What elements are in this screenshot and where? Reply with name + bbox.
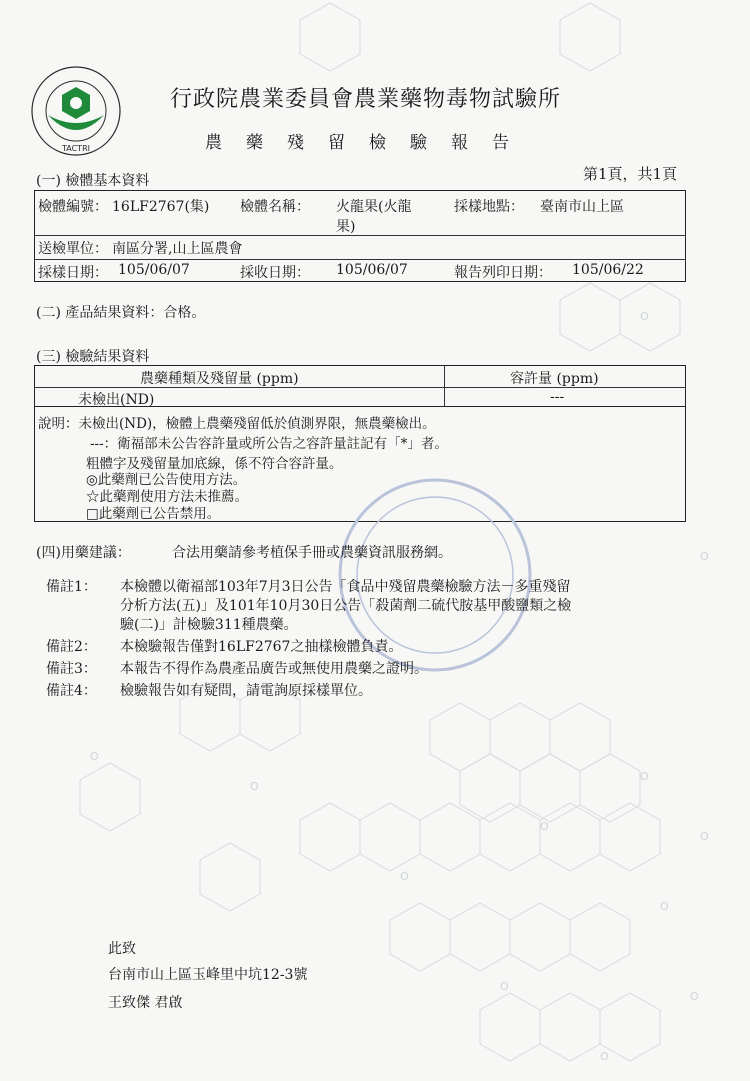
svg-text:O: O	[700, 550, 709, 563]
report-title: 農藥殘留檢驗報告	[205, 133, 533, 153]
remark3-label: 備註3：	[46, 661, 97, 677]
recipient-address: 台南市山上區玉峰里中坑12-3號	[108, 967, 308, 983]
tactri-logo	[30, 65, 122, 157]
receive-date: 105/06/07	[336, 262, 408, 278]
receive-date-label: 採收日期：	[240, 265, 310, 281]
svg-text:O: O	[540, 820, 549, 833]
remark2-text: 本檢驗報告僅對16LF2767之抽樣檢體負責。	[120, 639, 403, 655]
sample-name-label: 檢體名稱：	[240, 199, 310, 215]
result-value: 未檢出(ND)	[78, 392, 155, 408]
remark4-text: 檢驗報告如有疑問，請電詢原採樣單位。	[120, 683, 372, 699]
sample-id-label: 檢體編號：	[38, 199, 108, 215]
note-line1: 說明：未檢出(ND)，檢體上農藥殘留低於偵測界限，無農藥檢出。	[38, 416, 436, 432]
col1-header: 農藥種類及殘留量 (ppm)	[140, 371, 299, 387]
svg-text:O: O	[640, 310, 649, 323]
location-label: 採樣地點：	[454, 199, 524, 215]
svg-text:O: O	[700, 830, 709, 843]
print-date-label: 報告列印日期：	[454, 265, 552, 281]
col2-header: 容許量 (ppm)	[510, 371, 599, 387]
table-divider	[444, 366, 445, 406]
svg-text:O: O	[600, 1050, 609, 1063]
divider	[35, 235, 685, 236]
divider	[35, 259, 685, 260]
recipient-name: 王致傑 君啟	[108, 995, 183, 1011]
location: 臺南市山上區	[540, 199, 624, 215]
section3-title: (三) 檢驗結果資料	[36, 349, 150, 365]
remark1-line1: 本檢體以衛福部103年7月3日公告「食品中殘留農藥檢驗方法－多重殘留	[120, 579, 571, 595]
svg-text:O: O	[500, 980, 509, 993]
unit: 南區分署,山上區農會	[112, 241, 243, 257]
remark3-text: 本報告不得作為農產品廣告或無使用農藥之證明。	[120, 661, 428, 677]
svg-text:O: O	[690, 990, 699, 1003]
svg-text:O: O	[400, 870, 409, 883]
logo-text: TACTRI	[62, 144, 90, 153]
note-line5: ☆此藥劑使用方法未推薦。	[86, 489, 248, 505]
remark2-label: 備註2：	[46, 639, 97, 655]
sample-id: 16LF2767(集)	[112, 199, 210, 215]
sample-name-line2: 果)	[336, 219, 356, 235]
note-line2: ---：衛福部未公告容許量或所公告之容許量註記有「*」者。	[90, 436, 448, 452]
print-date: 105/06/22	[572, 262, 644, 278]
note-line3: 粗體字及殘留量加底線，係不符合容許量。	[86, 456, 343, 472]
closing-salutation: 此致	[108, 941, 136, 957]
svg-text:O: O	[250, 780, 259, 793]
section4-label: (四)用藥建議：	[36, 545, 131, 561]
remark4-label: 備註4：	[46, 683, 97, 699]
allowed-value: ---	[550, 389, 565, 405]
page-number: 第1頁，共1頁	[583, 165, 678, 183]
section4-text: 合法用藥請參考植保手冊或農藥資訊服務網。	[172, 545, 452, 561]
sample-name-line1: 火龍果(火龍	[336, 199, 412, 215]
note-line6: □此藥劑已公告禁用。	[86, 506, 221, 522]
note-line4: ◎此藥劑已公告使用方法。	[86, 472, 247, 488]
sample-date-label: 採樣日期：	[38, 265, 108, 281]
unit-label: 送檢單位：	[38, 241, 108, 257]
sample-date: 105/06/07	[118, 262, 190, 278]
remark1-label: 備註1：	[46, 579, 97, 595]
section2-result: (二) 產品結果資料：合格。	[36, 305, 206, 321]
remark1-line3: 驗(二)」計檢驗311種農藥。	[120, 617, 298, 633]
section1-title: (一) 檢體基本資料	[36, 173, 150, 189]
svg-text:O: O	[90, 750, 99, 763]
svg-text:O: O	[660, 900, 669, 913]
remark1-line2: 分析方法(五)」及101年10月30日公告「殺菌劑二硫代胺基甲酸鹽類之檢	[120, 598, 572, 614]
svg-text:O: O	[640, 770, 649, 783]
org-title: 行政院農業委員會農業藥物毒物試驗所	[170, 87, 562, 112]
